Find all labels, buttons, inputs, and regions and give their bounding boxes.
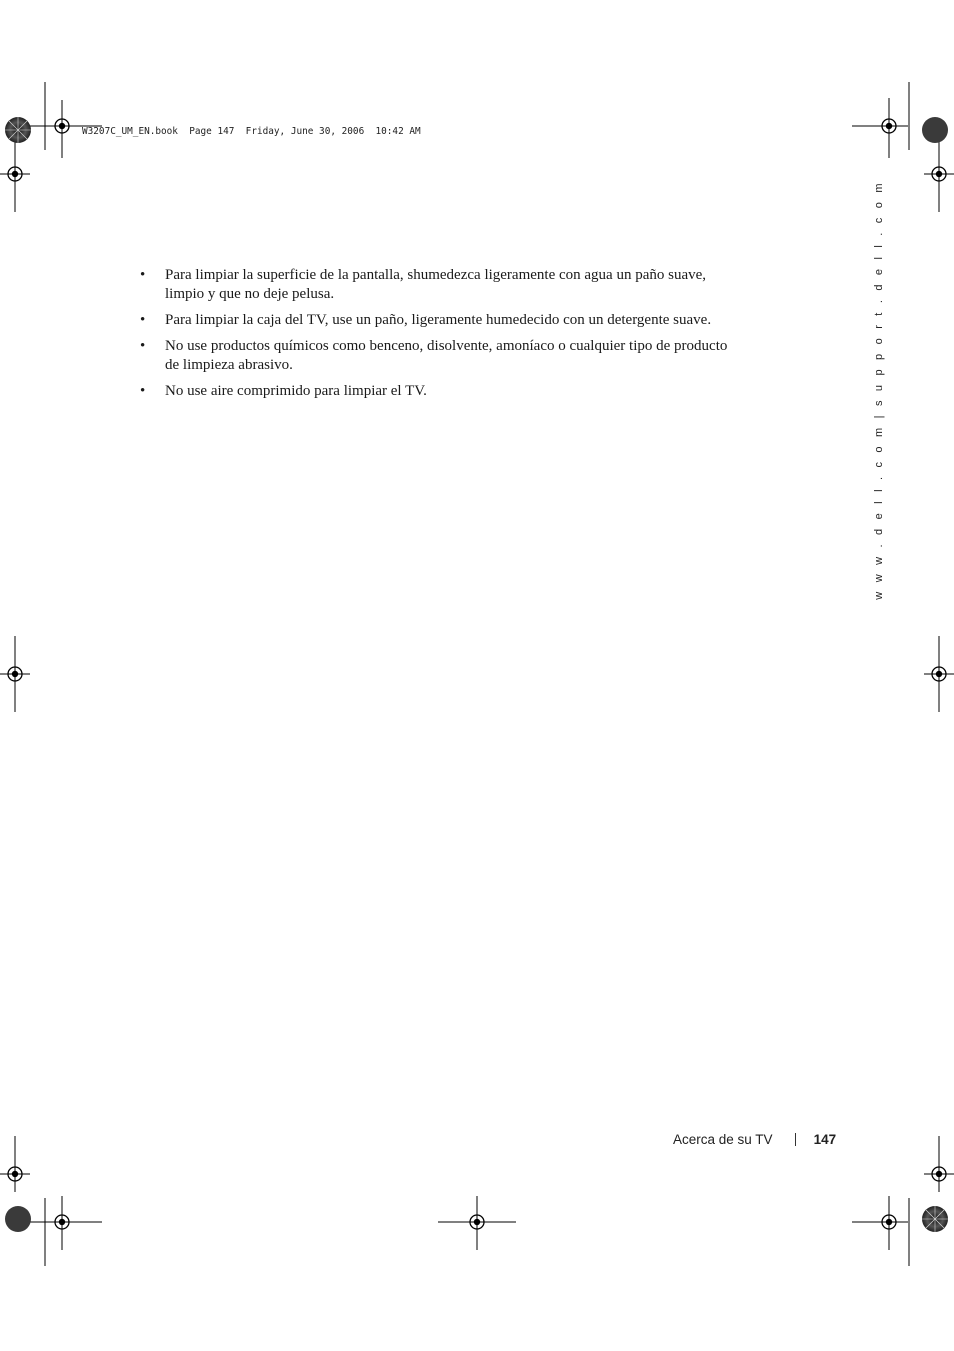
list-item-line: No use productos químicos como benceno, disolvente, amoníaco o cualquier tipo de producto [165, 338, 728, 354]
list-item-line: Para limpiar la caja del TV, use un paño, ligeramente humedecido con un detergente suave. [165, 312, 712, 328]
side-url-text: w w w . d e l l . c o m | s u p p o r t . d e l l . c o m [873, 180, 885, 600]
list-item-line: de limpieza abrasivo. [165, 357, 293, 373]
gray-target-icon [922, 117, 948, 143]
crop-lines [15, 82, 939, 1266]
registration-mark-icon [924, 659, 954, 689]
registration-mark-icon [47, 1207, 77, 1237]
list-item-line: limpio y que no deje pelusa. [165, 286, 335, 302]
footer-section-title: Acerca de su TV [673, 1132, 773, 1147]
gray-target-icon [5, 1206, 31, 1232]
list-item-line: No use aire comprimido para limpiar el TV. [165, 383, 427, 399]
bullet-icon: • [140, 312, 146, 328]
page-number: 147 [813, 1132, 837, 1147]
registration-mark-icon [874, 111, 904, 141]
star-target-icon [922, 1206, 948, 1232]
bullet-icon: • [140, 383, 146, 399]
print-slug: W3207C_UM_EN.book Page 147 Friday, June 30, 2006 10:42 AM [82, 126, 421, 137]
registration-mark-icon [462, 1207, 492, 1237]
star-target-icon [5, 117, 31, 143]
list-item-line: Para limpiar la superficie de la pantalla, shumedezca ligeramente con agua un paño suave, [165, 267, 707, 283]
registration-mark-icon [924, 159, 954, 189]
registration-mark-icon [0, 1159, 30, 1189]
bullet-icon: • [140, 338, 146, 354]
registration-mark-icon [0, 159, 30, 189]
registration-mark-icon [47, 111, 77, 141]
bullet-icon: • [140, 267, 146, 283]
registration-mark-icon [0, 659, 30, 689]
registration-mark-icon [874, 1207, 904, 1237]
registration-mark-icon [924, 1159, 954, 1189]
